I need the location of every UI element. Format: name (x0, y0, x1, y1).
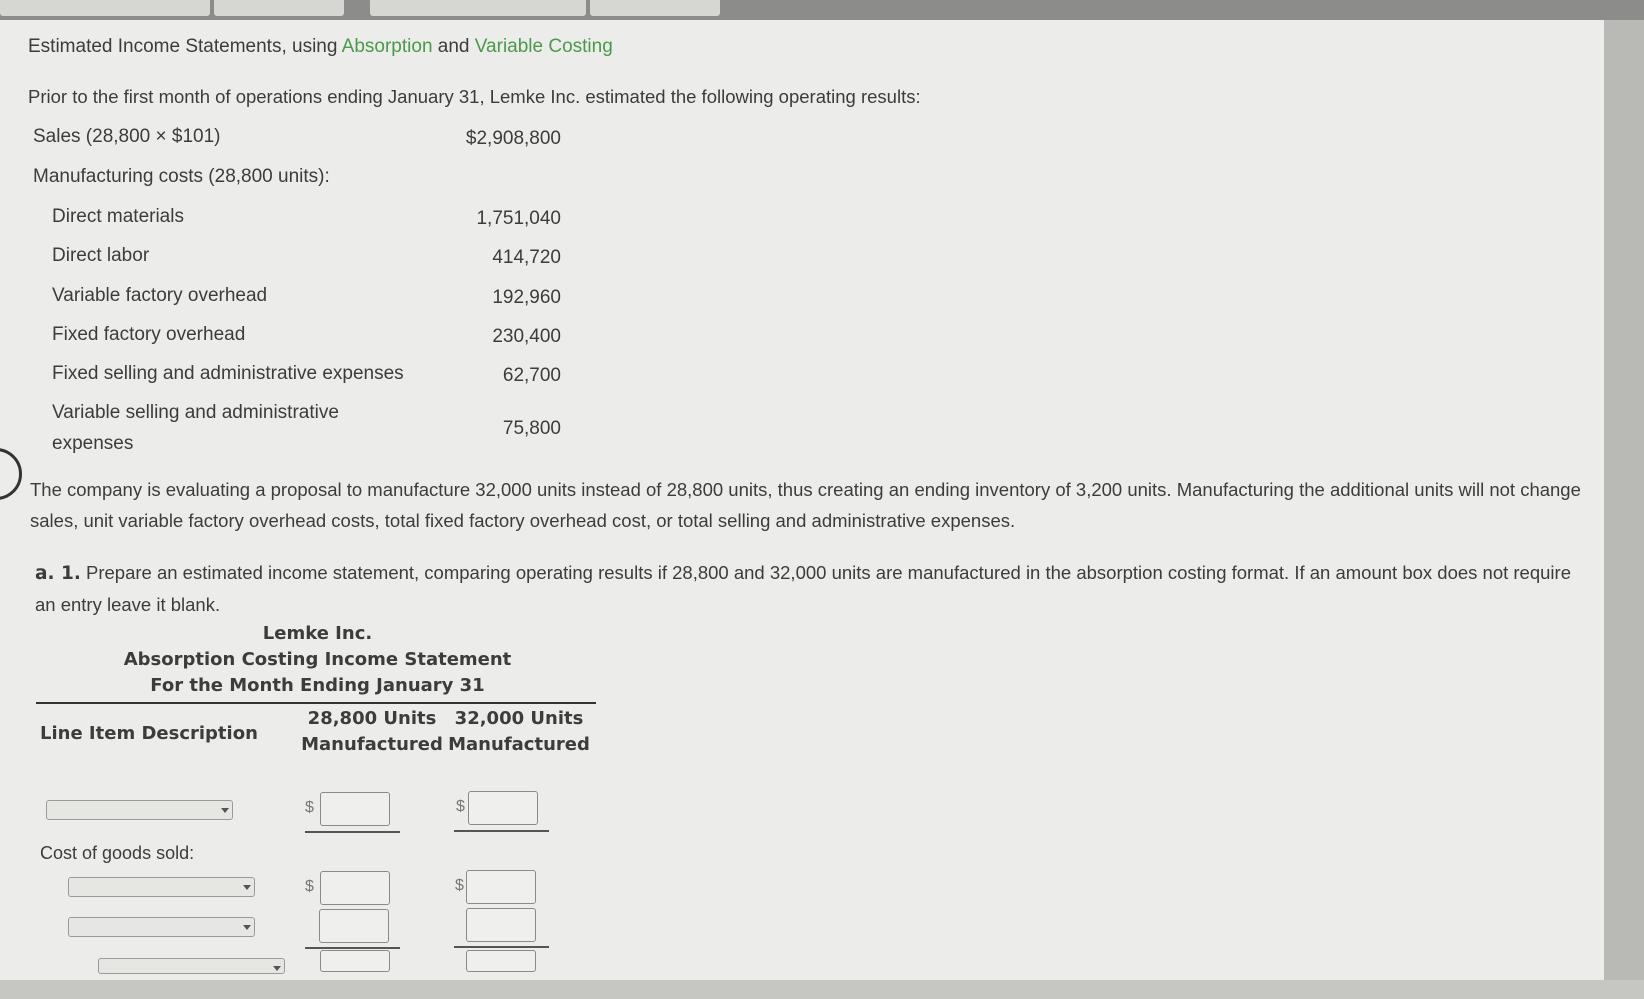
amount-input-col2-row2[interactable] (466, 870, 536, 904)
question-label: a. 1. (35, 563, 81, 584)
question-body: Prepare an estimated income statement, comparing operating results if 28,800 and 32,000 units are manufactured in the absorption costing format. If an amount box does not require an entry leave it blank. (35, 562, 1571, 615)
chevron-down-icon (243, 925, 251, 930)
line-item-select-4[interactable] (98, 958, 285, 974)
direct-materials-value: 1,751,040 (476, 208, 561, 229)
col-desc-header: Line Item Description (40, 723, 258, 744)
intro-text: Prior to the first month of operations ending January 31, Lemke Inc. estimated the following operating results: (28, 86, 921, 107)
chevron-down-icon (273, 966, 281, 971)
line-item-select-2[interactable] (68, 877, 255, 897)
bottom-bar (0, 980, 1644, 999)
statement-title: Absorption Costing Income Statement (123, 649, 512, 670)
top-tab[interactable] (214, 0, 344, 16)
underline (305, 947, 400, 949)
amount-input-col1-row2[interactable] (320, 871, 390, 905)
underline (454, 946, 549, 948)
amount-input-col1-row3[interactable] (319, 909, 389, 943)
top-tab[interactable] (0, 0, 210, 16)
top-tab[interactable] (590, 0, 720, 16)
currency-symbol: $ (456, 798, 465, 815)
fixed-overhead-label: Fixed factory overhead (52, 324, 246, 345)
mfg-costs-label: Manufacturing costs (28,800 units): (33, 166, 330, 187)
absorption-link[interactable]: Absorption (341, 36, 433, 57)
cogs-label: Cost of goods sold: (40, 843, 195, 863)
direct-labor-value: 414,720 (492, 247, 561, 268)
amount-input-col1-row1[interactable] (320, 792, 390, 826)
fixed-selling-value: 62,700 (502, 365, 561, 386)
col1-header-line1: 28,800 Units (307, 708, 437, 729)
statement-period: For the Month Ending January 31 (150, 675, 485, 696)
problem-title (28, 36, 613, 58)
sales-value: $2,908,800 (465, 128, 561, 149)
direct-labor-label: Direct labor (52, 245, 150, 266)
amount-input-col2-row4[interactable] (466, 950, 536, 972)
fixed-selling-label: Fixed selling and administrative expenses (52, 363, 404, 384)
col2-header-line2: Manufactured (448, 734, 590, 755)
col1-header-line2: Manufactured (301, 734, 443, 755)
currency-symbol: $ (305, 878, 314, 895)
browser-top-bar (0, 0, 1644, 20)
header-rule (36, 702, 596, 704)
proposal-text: The company is evaluating a proposal to manufacture 32,000 units instead of 28,800 units, thus creating an ending inventory of 3,200 units. Manufacturing the additional units will not change sales, unit variable factory overhead costs, total fixed factory overhead cost, or total selling and administrative expenses. (30, 479, 1581, 531)
scrollbar-area[interactable] (1604, 20, 1644, 980)
amount-input-col2-row1[interactable] (468, 791, 538, 825)
top-tab[interactable] (370, 0, 586, 16)
underline (454, 830, 549, 832)
chevron-down-icon (243, 885, 251, 890)
title-and: and (432, 36, 475, 57)
amount-input-col1-row4[interactable] (320, 950, 390, 972)
col2-header-line1: 32,000 Units (454, 708, 584, 729)
amount-input-col2-row3[interactable] (466, 908, 536, 942)
title-prefix: Estimated Income Statements, using (28, 36, 342, 57)
statement-company: Lemke Inc. (262, 623, 373, 644)
currency-symbol: $ (455, 877, 464, 894)
question-text (35, 557, 1595, 620)
underline (305, 831, 400, 833)
currency-symbol: $ (305, 799, 314, 816)
variable-selling-label-line1: Variable selling and administrative (52, 402, 339, 423)
line-item-select-3[interactable] (68, 917, 255, 937)
fixed-overhead-value: 230,400 (492, 326, 561, 347)
variable-overhead-label: Variable factory overhead (52, 285, 268, 306)
variable-selling-value: 75,800 (502, 418, 561, 439)
variable-costing-link[interactable]: Variable Costing (474, 36, 613, 57)
chevron-down-icon (221, 808, 229, 813)
line-item-select-1[interactable] (46, 800, 233, 820)
variable-overhead-value: 192,960 (492, 287, 561, 308)
direct-materials-label: Direct materials (52, 206, 184, 227)
variable-selling-label-line2: expenses (52, 433, 134, 454)
sales-label: Sales (28,800 × $101) (33, 126, 221, 147)
